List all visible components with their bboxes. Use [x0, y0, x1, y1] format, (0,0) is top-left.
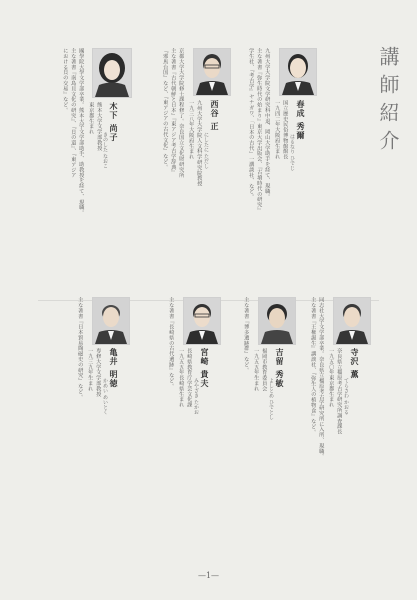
instructor-1-line: 九州大学大学院文学研究科中退、岡山大学助手を経て、現職。 — [264, 48, 271, 200]
instructor-4-reading: てらさわ かおる — [343, 378, 349, 415]
instructor-3-photo — [92, 48, 132, 98]
page-title: 講師紹介 — [376, 46, 400, 158]
instructor-3-name: 木下 尚子 — [109, 102, 119, 142]
instructor-6-line: 一九五五年長崎県生まれ — [178, 348, 185, 408]
instructor-1-reading: はるなり ひでじ — [289, 134, 295, 171]
instructor-6-reading: みやざき たかお — [193, 378, 199, 415]
instructor-3-line: 熊本大学文学部教授 — [96, 102, 103, 151]
instructor-2-line: 主な著書『古代朝鮮と日本』『東アジア考古学辞典』 — [170, 48, 177, 175]
instructor-5-line: 福岡市教育委員会 — [261, 348, 268, 392]
instructor-3-line: 主な著書『南島貝文化の研究』、『貝の道』、『東アジア — [70, 48, 77, 178]
instructor-4-line: 奈良県立橿原考古学研究所調査課長 — [336, 348, 343, 435]
instructor-4-photo — [333, 297, 371, 345]
portrait-image — [280, 49, 316, 95]
instructor-3-line: 東京都生まれ — [88, 102, 95, 135]
instructor-4-line: 一九五〇年東京都生まれ — [328, 348, 335, 408]
instructor-5-photo — [258, 297, 296, 345]
instructor-1-name: 春成 秀爾 — [296, 100, 306, 140]
instructor-2-line: 『邪馬台国』など、『東アジアの古代文化』など。 — [162, 48, 169, 170]
instructor-1-line: 国立歴史民俗博物館館長 — [282, 100, 289, 160]
instructor-4-name: 寺沢 薫 — [350, 348, 360, 379]
portrait-image — [184, 298, 220, 344]
instructor-7-photo — [92, 297, 130, 345]
instructor-6-line: 主な著書『長崎県の古代遺跡』など。 — [168, 297, 175, 389]
instructor-7-reading: かめい めいとく — [102, 378, 108, 415]
page-number: —1— — [197, 571, 220, 580]
instructor-1-line: 学生社、『考古学』ヤナガワ、「日本の古代」一講談社、など。 — [248, 48, 255, 200]
instructor-7-line: 主な著書『日本貿易陶磁史の研究』など。 — [77, 297, 84, 400]
instructor-3-line: における貝の交易』など。 — [62, 48, 69, 113]
portrait-image — [93, 298, 129, 344]
instructor-7-line: 専修大学文学部教授 — [95, 348, 102, 397]
instructor-5-reading: よしとめ ひでとし — [268, 378, 274, 420]
instructor-2-line: 京都大学大学院修士課程修了。奈良国立文化財研究所 — [178, 48, 185, 178]
instructor-7-line: 一九三九年生まれ — [87, 348, 94, 392]
instructor-3-reading: きのした なおこ — [102, 132, 108, 169]
instructor-1-line: 主な著書『弥生時代の始まり』東京大学出版会、『古墳時代の研究』 — [256, 48, 263, 213]
instructor-6-line: 長崎県教育庁学芸文化課 — [186, 348, 193, 408]
instructor-2-line: 九州大学大学院人文科学研究院教授 — [196, 100, 203, 187]
portrait-image — [93, 49, 131, 97]
instructor-6-name: 宮崎 貴夫 — [200, 348, 210, 388]
instructor-4-line: 同志社大学文学部卒業。奈良県立橿原考古学研究所に入所、現職。 — [318, 297, 325, 459]
portrait-image — [194, 49, 230, 95]
instructor-2-name: 西谷 正 — [210, 100, 220, 131]
instructor-3-line: 國學院大學文学部卒業。熊本大学文学部助手、助教授を経て、現職。 — [78, 48, 85, 216]
instructor-2-line: 一九三八年大阪府生まれ — [188, 100, 195, 160]
portrait-image — [334, 298, 370, 344]
instructor-2-reading: にしたに ただし — [203, 132, 209, 169]
instructor-5-line: 主な著書『博多遺跡群』など。 — [243, 297, 250, 373]
instructor-5-name: 吉留 秀敏 — [275, 348, 285, 388]
instructor-2-photo — [193, 48, 231, 96]
instructor-1-line: 一九四二年大阪府生まれ — [274, 100, 281, 160]
portrait-image — [259, 298, 295, 344]
instructor-6-photo — [183, 297, 221, 345]
instructor-4-line: 主な著書『王権誕生』講談社、『弥生人の植物食』など。 — [310, 297, 317, 435]
instructor-1-photo — [279, 48, 317, 96]
instructor-7-name: 亀井 明徳 — [109, 348, 119, 388]
instructor-5-line: 一九五五年生まれ — [253, 348, 260, 392]
